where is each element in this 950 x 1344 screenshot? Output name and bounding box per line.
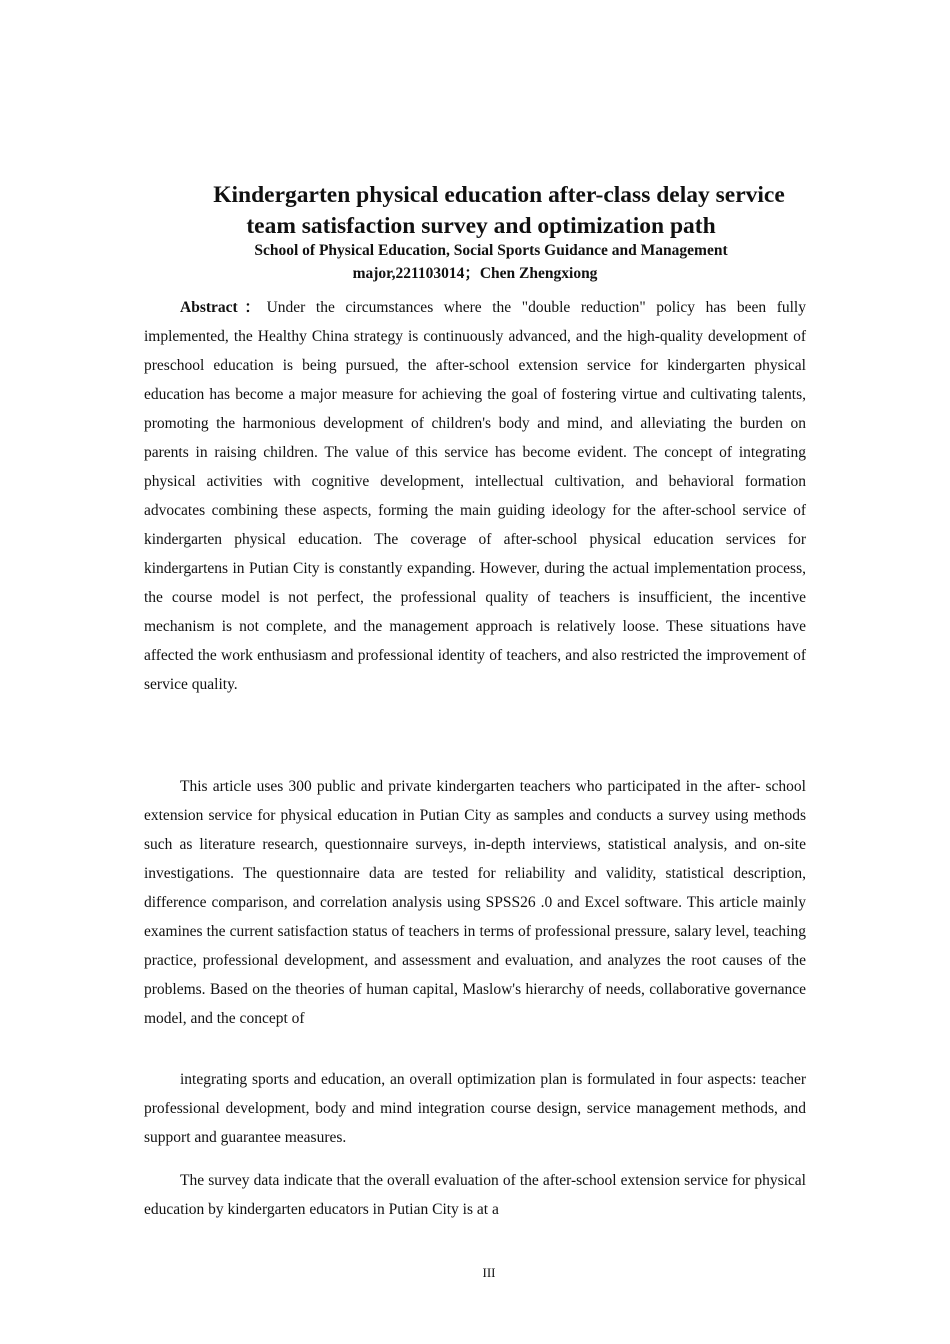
abstract-paragraph (144, 293, 806, 699)
body-paragraph-3: integrating sports and education, an overall optimization plan is formulated in four aspects: teacher professional development, body and mind integration course design, service management methods, and support and guarantee measures. (144, 1071, 806, 1146)
body-paragraph-2: This article uses 300 public and private kindergarten teachers who participated in the after- school extension service for physical education in Putian City as samples and conducts a survey using methods such as literature research, questionnaire surveys, in-depth interviews, statistical analysis, and on-site investigations. The questionnaire data are tested for reliability and validity, statistical description, difference comparison, and correlation analysis using SPSS26 .0 and Excel software. This article mainly examines the current satisfaction status of teachers in terms of professional pressure, salary level, teaching practice, professional development, and assessment and evaluation, and analyzes the root causes of the problems. Based on the theories of human capital, Maslow's hierarchy of needs, collaborative governance model, and the concept of (144, 778, 806, 1027)
page-number: III (482, 1265, 496, 1280)
abstract-text: Under the circumstances where the "double reduction" policy has been fully implemented, the Healthy China strategy is continuously advanced, and the high-quality development of preschool education is being pursued, the after-school extension service for kindergarten physical education has become a major measure for achieving the goal of fostering virtue and cultivating talents, promoting the harmonious development of children's body and mind, and alleviating the burden on parents in raising children. The value of this service has become evident. The concept of integrating physical activities with cognitive development, intellectual cultivation, and behavioral formation advocates combining these aspects, forming the main guiding ideology for the after-school service of kindergarten physical education. The coverage of after-school physical education services for kindergartens in Putian City is constantly expanding. However, during the actual implementation process, the course model is not perfect, the professional quality of teachers is insufficient, the incentive mechanism is not complete, and the management approach is relatively loose. These situations have affected the work enthusiasm and professional identity of teachers, and also restricted the improvement of service quality. (144, 299, 806, 693)
abstract-label: Abstract： (180, 299, 267, 316)
body-paragraph-4: The survey data indicate that the overall evaluation of the after-school extension service for physical education by kindergarten educators in Putian City is at a (144, 1172, 806, 1218)
affiliation-line-1: School of Physical Education, Social Sports Guidance and Management (254, 242, 728, 259)
title-line-2: team satisfaction survey and optimization path (246, 213, 716, 239)
affiliation-line-2: major,221103014；Chen Zhengxiong (352, 265, 598, 282)
title-line-1: Kindergarten physical education after-class delay service (213, 182, 785, 208)
